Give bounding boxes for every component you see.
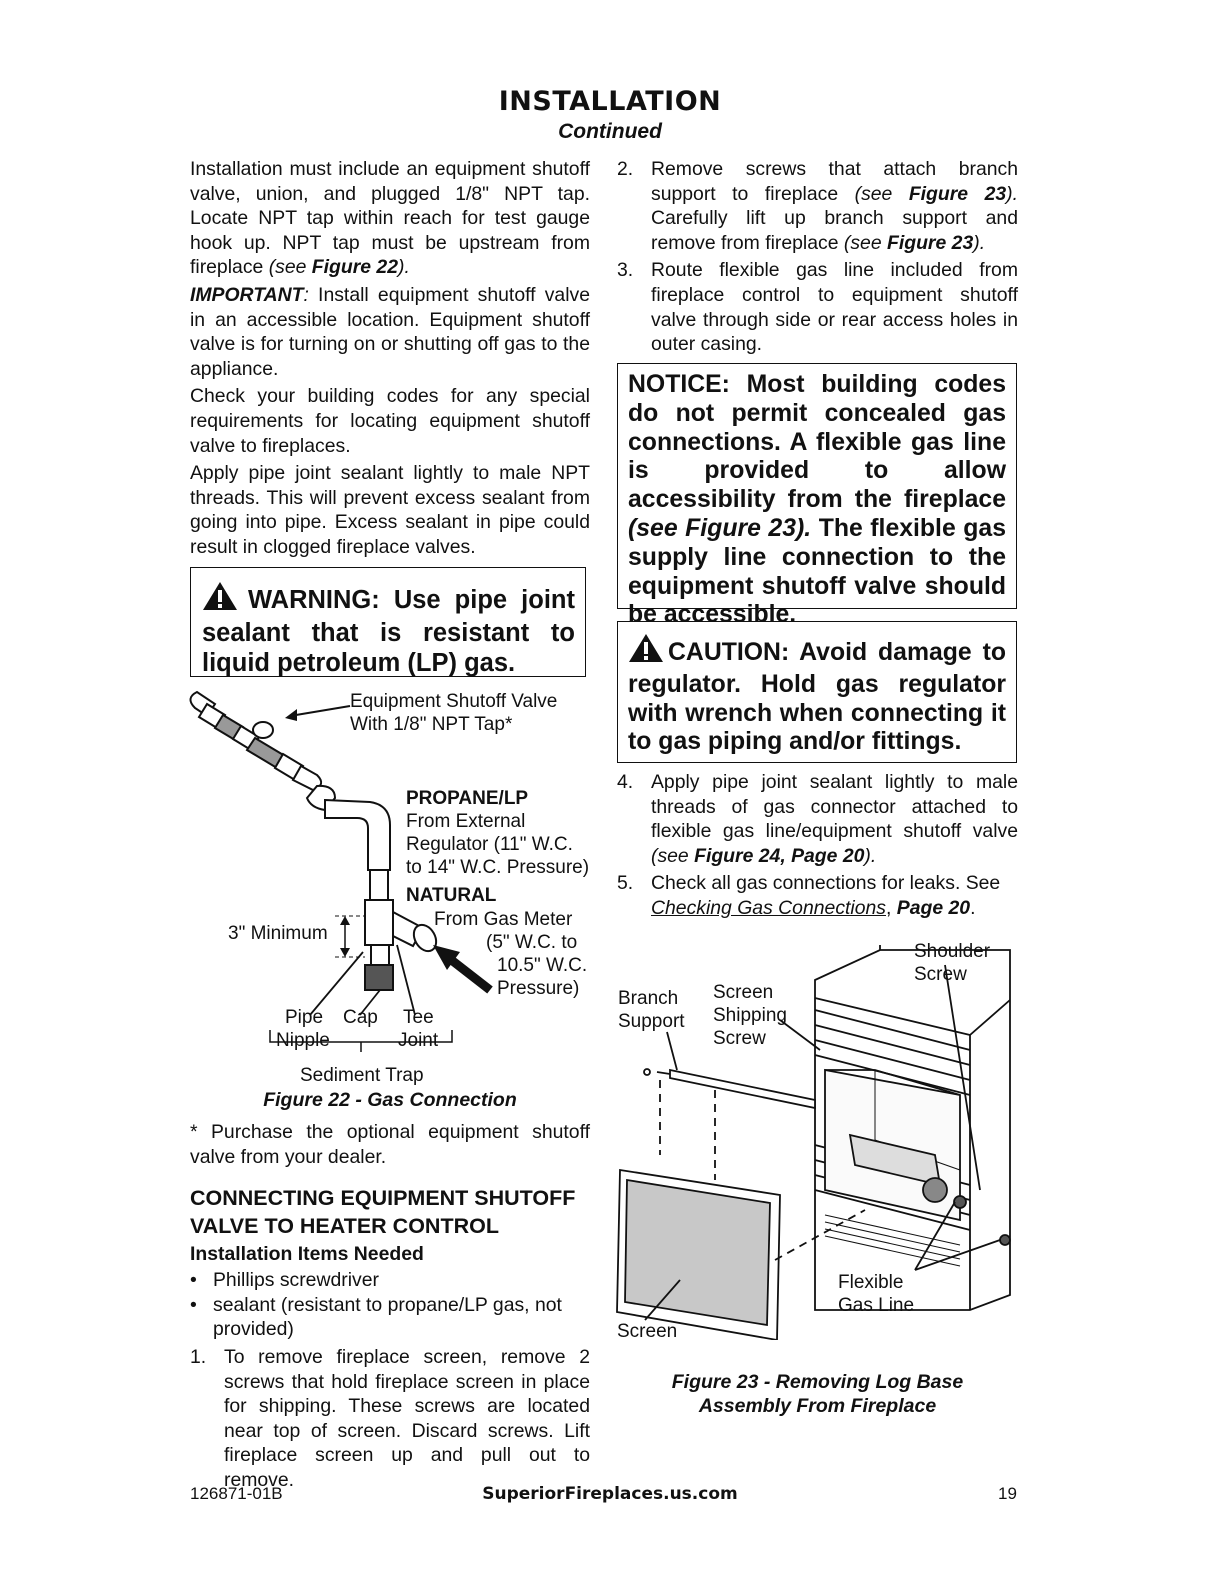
caution-icon <box>628 633 664 671</box>
screen-label: Screen <box>617 1321 678 1342</box>
paragraph-shutoff: Installation must include an equipment shutoff valve, union, and plugged 1/8" NPT tap. Locate NPT tap within reach for test gauge hook up. NPT tap must be upstream from fireplace (see Figure 22). <box>190 158 590 279</box>
shoulder-screw-label: Shoulder Screw <box>914 941 991 985</box>
right-column-steps <box>617 770 1018 924</box>
warning-box: WARNING: Use pipe joint sealant that is resistant to liquid petroleum (LP) gas. <box>190 567 586 677</box>
notice-box: NOTICE: Most building codes do not permit concealed gas connections. A flexible gas line is provided to allow accessibility from the fireplace (see Figure 23). The flexible gas supply line connection to the equipment shutoff valve should be accessible. <box>617 363 1017 609</box>
step-3: 3. Route flexible gas line included from fireplace control to equipment shutoff valve through side or rear access holes in outer casing. <box>617 259 1018 356</box>
page-title: INSTALLATION <box>498 86 722 117</box>
figure-22-caption: Figure 22 - Gas Connection <box>263 1089 517 1111</box>
natural-label: NATURAL <box>406 885 497 906</box>
cap-label: Cap <box>343 1007 378 1028</box>
list-item: • sealant (resistant to propane/LP gas, not provided) <box>190 1293 562 1341</box>
screen-shipping-screw-label: Screen Shipping Screw <box>713 982 787 1049</box>
paragraph-sealant: Apply pipe joint sealant lightly to male NPT threads. This will prevent excess sealant from going into pipe. Excess sealant in pipe could result in clogged fireplace valves. <box>190 462 590 558</box>
sediment-label: Sediment Trap <box>300 1065 424 1086</box>
paragraph-building-codes: Check your building codes for any special requirements for locating equipment shutoff valve to fireplaces. <box>190 385 590 457</box>
step-1: 1. To remove fireplace screen, remove 2 screws that hold fireplace screen in place for shipping. These screws are located near top of screen. Discard screws. Lift fireplace screen up and pull out to remove. <box>190 1346 590 1491</box>
list-item: • Phillips screwdriver <box>190 1269 379 1291</box>
step-2: 2. Remove screws that attach branch support to fireplace (see Figure 23). Carefully lift up branch support and remove from fireplace (see Figure 23). <box>617 158 1018 254</box>
checking-gas-link[interactable]: Checking Gas Connections <box>651 896 886 919</box>
figure-23-caption: Figure 23 - Removing Log Base Assembly From Fireplace <box>671 1371 964 1417</box>
tee-label-2: Joint <box>398 1030 439 1051</box>
page-subtitle: Continued <box>558 120 662 143</box>
warning-icon <box>202 581 238 618</box>
left-column <box>190 157 590 563</box>
page-number: 19 <box>998 1484 1017 1503</box>
propane-label: PROPANE/LP From External Regulator (11" W.C. to 14" W.C. Pressure) <box>406 788 590 878</box>
gas-connection-diagram <box>185 690 605 1095</box>
pipe-label-2: Nipple <box>276 1030 330 1051</box>
items-list <box>190 1268 590 1342</box>
natural-line-3: 10.5" W.C. <box>497 955 588 976</box>
natural-line-1: From Gas Meter <box>434 909 573 930</box>
subheading: Installation Items Needed <box>190 1243 424 1265</box>
branch-support-label: Branch Support <box>618 988 685 1032</box>
website: SuperiorFireplaces.us.com <box>482 1484 738 1504</box>
step-5: 5. Check all gas connections for leaks. See Checking Gas Connections, Page 20. <box>617 872 1001 919</box>
tee-label-1: Tee <box>403 1007 434 1028</box>
footnote: * Purchase the optional equipment shutoff valve from your dealer. <box>190 1121 590 1168</box>
valve-label: Equipment Shutoff Valve With 1/8" NPT Tap* <box>350 691 558 735</box>
section-heading: CONNECTING EQUIPMENT SHUTOFF VALVE TO HEATER CONTROL <box>190 1186 576 1238</box>
natural-line-4: Pressure) <box>497 978 580 999</box>
right-column-top <box>617 157 1018 360</box>
flexible-gas-line-label: Flexible Gas Line <box>838 1272 915 1316</box>
part-number: 126871-01B <box>190 1484 283 1503</box>
caution-box: CAUTION: Avoid damage to regulator. Hold gas regulator with wrench when connecting it to gas piping and/or fittings. <box>617 621 1017 763</box>
pipe-label-1: Pipe <box>285 1007 324 1028</box>
natural-line-2: (5" W.C. to <box>486 932 578 953</box>
minimum-label: 3" Minimum <box>228 923 328 944</box>
paragraph-important: IMPORTANT: Install equipment shutoff valve in an accessible location. Equipment shutoff valve is for turning on or shutting off gas to the appliance. <box>190 283 590 380</box>
step-4: 4. Apply pipe joint sealant lightly to male threads of gas connector attached to flexible gas line/equipment shutoff valve (see Figure 24, Page 20). <box>617 771 1018 867</box>
